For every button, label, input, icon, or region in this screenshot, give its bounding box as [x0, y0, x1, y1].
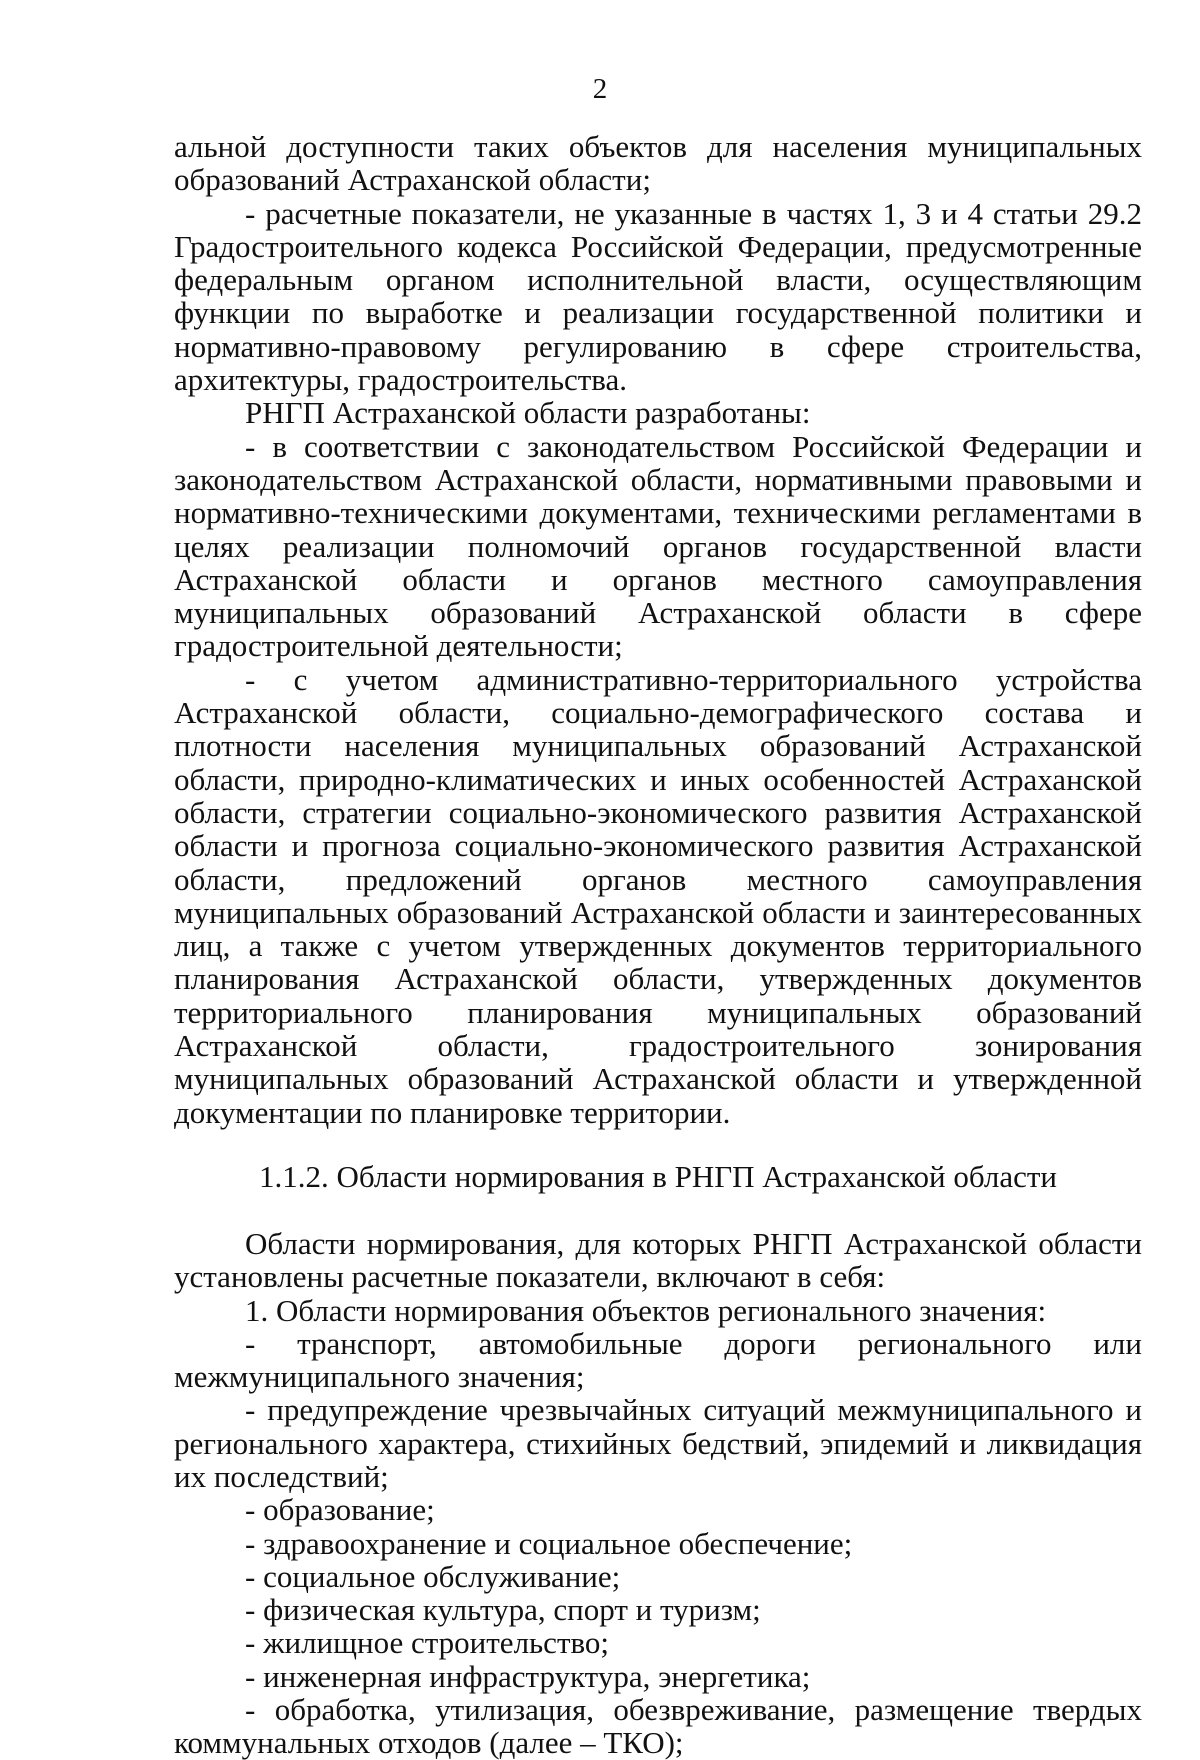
section-heading: 1.1.2. Области нормирования в РНГП Астраханской области [258, 1158, 1058, 1194]
paragraph: - инженерная инфраструктура, энергетика; [245, 1658, 811, 1694]
paragraph: 1. Области нормирования объектов регионального значения: [245, 1292, 1047, 1328]
paragraph: Области нормирования, для которых РНГП Астраханской области установлены расчетные показатели, включают в себя: [174, 1225, 1142, 1295]
paragraph: - расчетные показатели, не указанные в частях 1, 3 и 4 статьи 29.2 Градостроительного кодекса Российской Федерации, предусмотренные федеральным органом исполнительной власти, осуществляющим функции по выработке и реализации государственной политики и нормативно-правовому регулированию в сфере строительства, архитектуры, градостроительства. [174, 195, 1142, 398]
document-body [174, 130, 1142, 1760]
paragraph: альной доступности таких объектов для населения муниципальных образований Астраханской области; [174, 129, 1142, 198]
paragraph: - социальное обслуживание; [245, 1558, 621, 1594]
paragraph: - образование; [245, 1492, 435, 1528]
paragraph: РНГП Астраханской области разработаны: [245, 395, 811, 431]
paragraph: - жилищное строительство; [245, 1625, 610, 1661]
paragraph: - в соответствии с законодательством Российской Федерации и законодательством Астраханской области, нормативными правовыми и нормативно-техническими документами, техническими регламентами в целях реализации полномочий органов государственной власти Астраханской области и органов местного самоуправления муниципальных образований Астраханской области в сфере градостроительной деятельности; [174, 428, 1142, 664]
paragraph: - физическая культура, спорт и туризм; [245, 1592, 761, 1628]
paragraph: - обработка, утилизация, обезвреживание, размещение твердых коммунальных отходов (далее – ТКО); [174, 1692, 1142, 1760]
paragraph: - с учетом административно-территориального устройства Астраханской области, социально-демографического состава и плотности населения муниципальных образований Астраханской области, природно-климатических и иных особенностей Астраханской области, стратегии социально-экономического развития Астраханской области и прогноза социально-экономического развития Астраханской области, предложений органов местного самоуправления муниципальных образований Астраханской области и заинтересованных лиц, а также с учетом утвержденных документов территориального планирования Астраханской области, утвержденных документов территориального планирования муниципальных образований Астраханской области, градостроительного зонирования муниципальных образований Астраханской области и утвержденной документации по планировке территории. [174, 661, 1142, 1130]
paragraphs-bottom [174, 1227, 1142, 1760]
paragraph: - предупреждение чрезвычайных ситуаций межмуниципального и регионального характера, стихийных бедствий, эпидемий и ликвидация их последствий; [174, 1392, 1142, 1494]
page-number: 2 [592, 73, 608, 105]
paragraph: - здравоохранение и социальное обеспечение; [245, 1525, 853, 1561]
paragraph: - транспорт, автомобильные дороги регионального или межмуниципального значения; [174, 1325, 1142, 1395]
paragraphs-top [174, 130, 1142, 1129]
